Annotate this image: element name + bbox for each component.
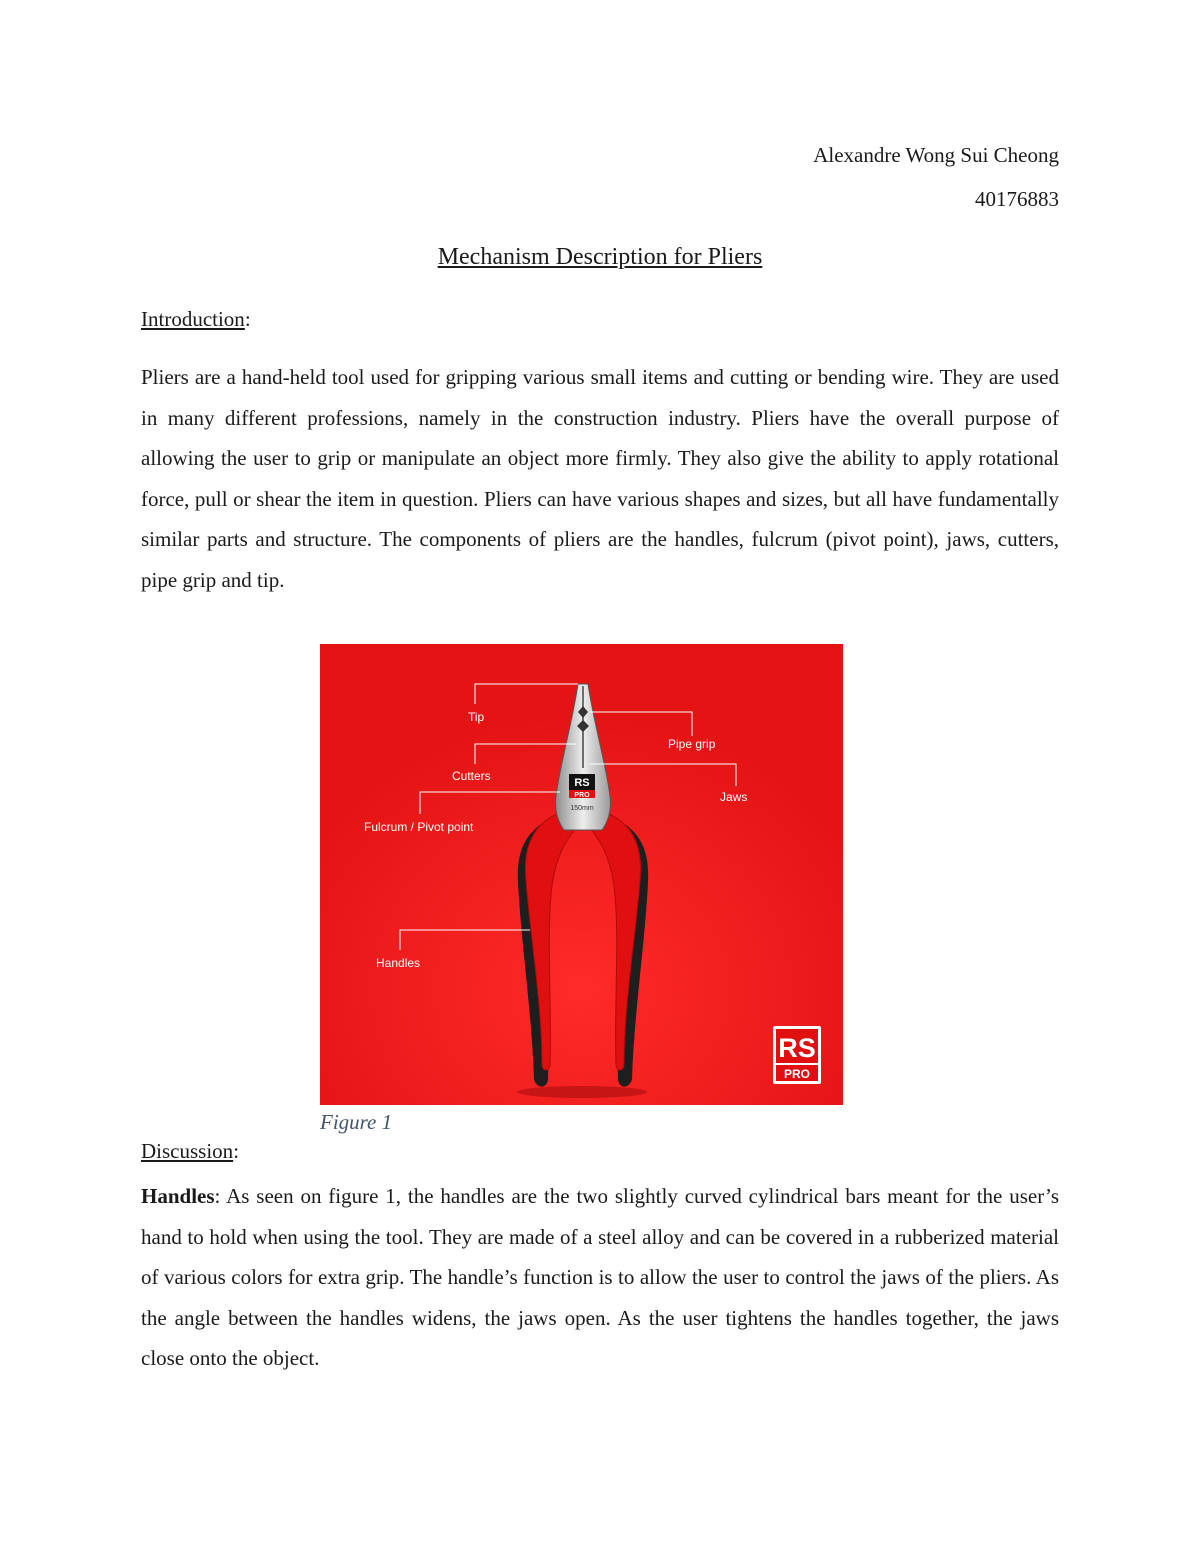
pliers-diagram-figure	[320, 644, 843, 1105]
discussion-body: : As seen on figure 1, the handles are the two slightly curved cylindrical bars meant for the user’s hand to hold when using the tool. They are made of a steel alloy and can be covered in a rubberized material of various colors for extra grip. The handle’s function is to allow the user to control the jaws of the pliers. As the angle between the handles widens, the jaws open. As the user tightens the handles together, the jaws close onto the object.	[141, 1184, 1059, 1371]
pliers-diagram	[320, 644, 843, 1105]
label-pipe-grip: Pipe grip	[668, 737, 716, 751]
label-jaws: Jaws	[720, 790, 748, 804]
tool-shadow	[517, 1086, 647, 1098]
author-name: Alexandre Wong Sui Cheong	[813, 143, 1059, 167]
discussion-term-handles: Handles	[141, 1184, 215, 1208]
label-cutters: Cutters	[452, 769, 491, 783]
discussion-paragraph	[141, 1176, 1059, 1379]
label-fulcrum: Fulcrum / Pivot point	[364, 820, 474, 834]
discussion-heading-colon: :	[233, 1139, 240, 1163]
tool-size-text: 150mm	[570, 805, 594, 812]
introduction-paragraph: Pliers are a hand-held tool used for gripping various small items and cutting or bending wire. They are used in many different professions, namely in the construction industry. Pliers have the overall purpose of allowing the user to grip or manipulate an object more firmly. They also give the ability to apply rotational force, pull or shear the item in question. Pliers can have various shapes and sizes, but all have fundamentally similar parts and structure. The components of pliers are the handles, fulcrum (pivot point), jaws, cutters, pipe grip and tip.	[141, 365, 1059, 592]
discussion-heading	[141, 1139, 239, 1164]
tool-badge-sub-text: PRO	[574, 792, 590, 799]
introduction-heading	[141, 307, 251, 332]
label-tip: Tip	[468, 710, 485, 724]
document-title: Mechanism Description for Pliers	[437, 244, 763, 270]
introduction-heading-colon: :	[244, 307, 251, 331]
student-id: 40176883	[975, 187, 1059, 211]
label-handles: Handles	[376, 956, 421, 970]
rs-pro-logo	[773, 1026, 821, 1084]
tool-badge-text: RS	[574, 777, 590, 789]
discussion-heading-text: Discussion	[141, 1139, 234, 1163]
introduction-heading-text: Introduction	[141, 307, 245, 331]
logo-top-text: RS	[778, 1033, 816, 1063]
figure-caption: Figure 1	[320, 1110, 393, 1134]
logo-bottom-text: PRO	[783, 1067, 811, 1081]
